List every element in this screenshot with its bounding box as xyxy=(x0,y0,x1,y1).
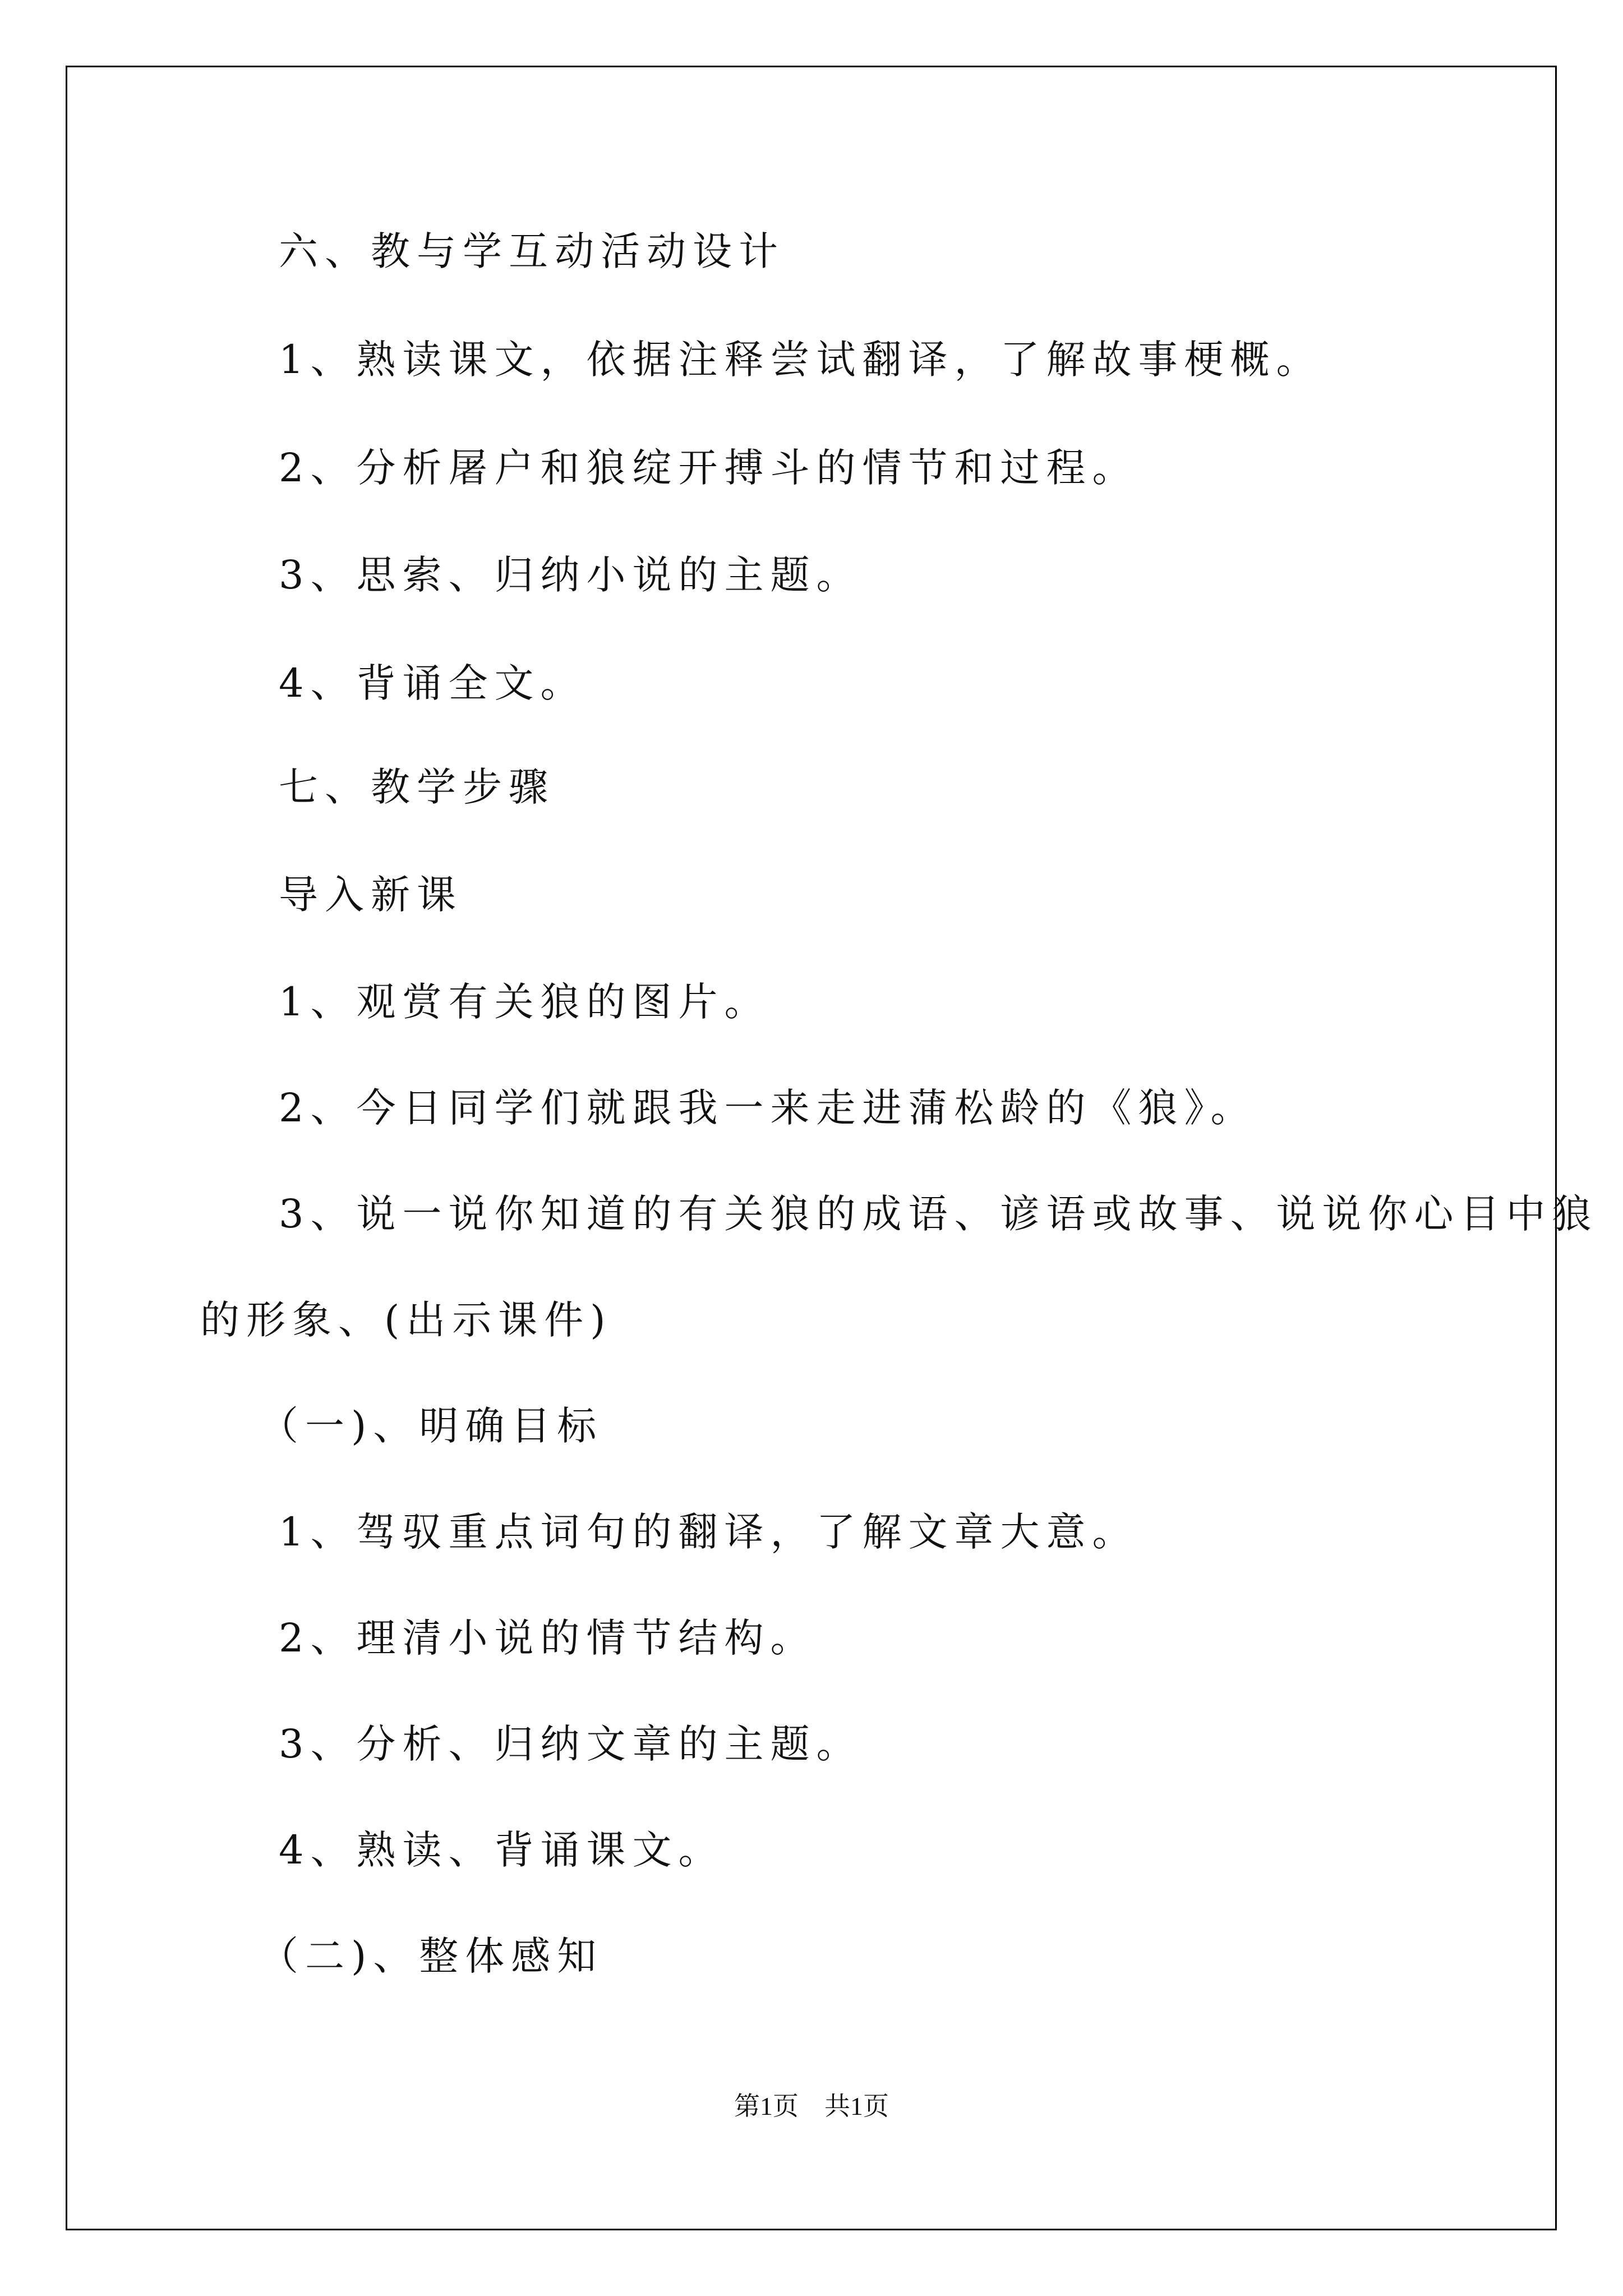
section-heading-7: 七、教学步骤 xyxy=(279,764,555,810)
page-footer: 第1页 共1页 xyxy=(734,2092,889,2120)
paragraph-line: 1、驾驭重点词句的翻译，了解文章大意。 xyxy=(279,1509,1138,1555)
paragraph-line: 2、理清小说的情节结构。 xyxy=(279,1615,817,1661)
paragraph-line: 1、熟读课文，依据注释尝试翻译，了解故事梗概。 xyxy=(279,337,1322,383)
subheading: （二)、整体感知 xyxy=(259,1933,603,1979)
paragraph-line: 3、说一说你知道的有关狼的成语、谚语或故事、说说你心目中狼 xyxy=(279,1191,1598,1237)
paragraph-line: 4、背诵全文。 xyxy=(279,660,587,706)
section-heading-6: 六、教与学互动活动设计 xyxy=(279,228,785,274)
subheading: 导入新课 xyxy=(279,872,463,918)
paragraph-line: 2、分析屠户和狼绽开搏斗的情节和过程。 xyxy=(279,445,1138,491)
paragraph-line: 3、思索、归纳小说的主题。 xyxy=(279,552,863,598)
page-border xyxy=(66,66,1557,2230)
paragraph-line: 3、分析、归纳文章的主题。 xyxy=(279,1721,863,1767)
paragraph-line: 2、今日同学们就跟我一来走进蒲松龄的《狼》。 xyxy=(279,1085,1257,1131)
paragraph-line: 4、熟读、背诵课文。 xyxy=(279,1827,725,1873)
paragraph-line-continued: 的形象、(出示课件) xyxy=(200,1297,612,1343)
subheading: （一)、明确目标 xyxy=(259,1403,603,1449)
paragraph-line: 1、观赏有关狼的图片。 xyxy=(279,979,771,1025)
